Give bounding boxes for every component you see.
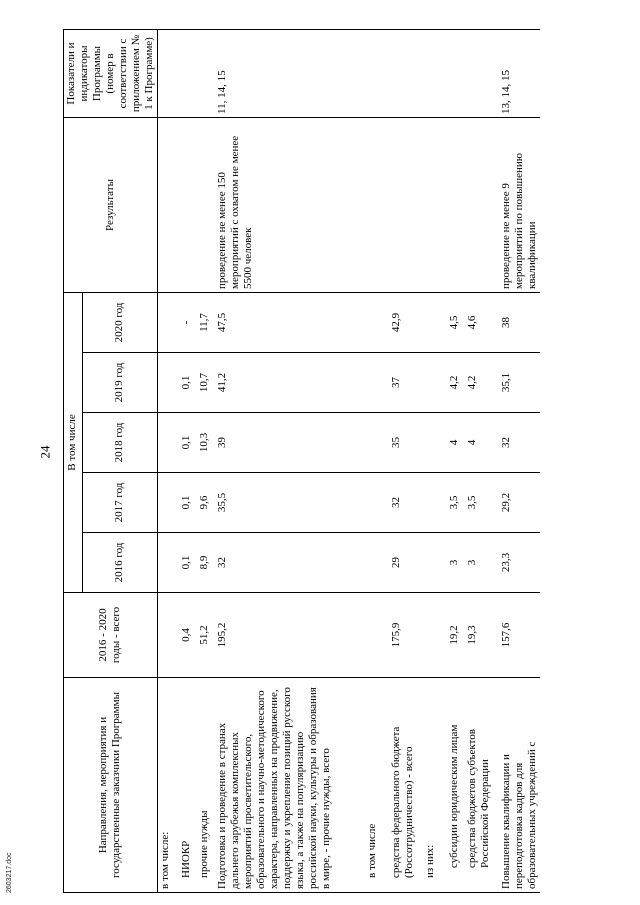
cell-year: 3	[447, 533, 465, 593]
cell-year: 39	[215, 413, 365, 473]
cell-indicators	[197, 30, 215, 118]
cell-year	[365, 293, 389, 353]
cell-year: 35	[389, 413, 423, 473]
cell-indicators: 11, 14, 15	[215, 30, 365, 118]
cell-year: 32	[389, 473, 423, 533]
table-row	[157, 30, 179, 893]
cell-year: 3,5	[465, 473, 499, 533]
table-row	[465, 30, 499, 893]
header-indicators: Показатели и индикаторы Программы (номер в соответствии с приложением № 1 к Программе)	[64, 30, 158, 118]
cell-year: 10,3	[197, 413, 215, 473]
cell-year: 35,5	[215, 473, 365, 533]
cell-total	[157, 593, 179, 678]
cell-year: 37	[389, 353, 423, 413]
cell-year: 3	[465, 533, 499, 593]
header-in-that-number: В том числе	[64, 293, 83, 593]
cell-year: 4	[465, 413, 499, 473]
cell-year: 11,7	[197, 293, 215, 353]
cell-year: 0,1	[179, 353, 197, 413]
cell-year: 0,1	[179, 533, 197, 593]
header-year: 2017 год	[82, 473, 157, 533]
cell-year: 41,2	[215, 353, 365, 413]
cell-indicators	[447, 30, 465, 118]
cell-indicators	[389, 30, 423, 118]
cell-direction: средства бюджетов субъектов Российской Федерации	[465, 678, 499, 893]
cell-year: 4,6	[465, 293, 499, 353]
cell-year: 10,7	[197, 353, 215, 413]
header-year: 2018 год	[82, 413, 157, 473]
doc-id: 2603217.doc	[6, 852, 13, 893]
cell-result	[447, 118, 465, 293]
cell-year: 29	[389, 533, 423, 593]
cell-result: проведение не менее 9 мероприятий по повышению квалификации	[499, 118, 540, 293]
cell-year	[365, 473, 389, 533]
cell-direction: прочие нужды	[197, 678, 215, 893]
cell-year	[423, 533, 447, 593]
cell-year	[157, 353, 179, 413]
cell-year	[157, 413, 179, 473]
header-year: 2020 год	[82, 293, 157, 353]
cell-total: 51,2	[197, 593, 215, 678]
cell-direction: Повышение квалификации и переподготовка кадров для образовательных учреждений с	[499, 678, 540, 893]
cell-result	[423, 118, 447, 293]
cell-total	[423, 593, 447, 678]
cell-indicators: 13, 14, 15	[499, 30, 540, 118]
cell-indicators	[465, 30, 499, 118]
cell-year	[423, 473, 447, 533]
header-year: 2019 год	[82, 353, 157, 413]
cell-year: 23,3	[499, 533, 540, 593]
cell-result	[157, 118, 179, 293]
cell-year: 32	[215, 533, 365, 593]
cell-direction: субсидии юридическим лицам	[447, 678, 465, 893]
table-row	[179, 30, 197, 893]
cell-year	[157, 533, 179, 593]
cell-result	[179, 118, 197, 293]
cell-year	[157, 293, 179, 353]
cell-result	[465, 118, 499, 293]
table-row	[389, 30, 423, 893]
cell-year: 3,5	[447, 473, 465, 533]
cell-year: 35,1	[499, 353, 540, 413]
cell-year	[423, 413, 447, 473]
table-row	[499, 30, 540, 893]
table-row	[423, 30, 447, 893]
cell-year: 42,9	[389, 293, 423, 353]
cell-year	[365, 533, 389, 593]
cell-indicators	[179, 30, 197, 118]
cell-year: -	[179, 293, 197, 353]
cell-year	[365, 353, 389, 413]
cell-total: 19,2	[447, 593, 465, 678]
cell-direction: в том числе	[365, 678, 389, 893]
table-body	[157, 30, 540, 893]
cell-year: 4,2	[447, 353, 465, 413]
cell-year: 38	[499, 293, 540, 353]
cell-total: 19,3	[465, 593, 499, 678]
cell-result: проведение не менее 150 мероприятий с охватом не менее 5500 человек	[215, 118, 365, 293]
table-row	[365, 30, 389, 893]
cell-direction: Подготовка и проведение в странах дальнего зарубежья комплексных мероприятий просветительского, образовательного и научно-методического характера, направленных на продвижение, поддержку и укрепление позиций русского языка, а также на популяризацию российской науки, культуры и образования в мире, - прочие нужды, всего	[215, 678, 365, 893]
cell-year	[423, 353, 447, 413]
cell-indicators	[423, 30, 447, 118]
cell-total: 195,2	[215, 593, 365, 678]
table-row	[447, 30, 465, 893]
cell-year: 29,2	[499, 473, 540, 533]
cell-total	[365, 593, 389, 678]
cell-indicators	[157, 30, 179, 118]
cell-direction: из них:	[423, 678, 447, 893]
header-year: 2016 год	[82, 533, 157, 593]
header-direction: Направления, мероприятия и государственные заказчики Программы	[64, 678, 158, 893]
cell-year: 0,1	[179, 413, 197, 473]
header-total: 2016 - 2020 годы - всего	[64, 593, 158, 678]
cell-year: 0,1	[179, 473, 197, 533]
cell-year: 4,2	[465, 353, 499, 413]
table-row	[197, 30, 215, 893]
cell-direction: в том числе:	[157, 678, 179, 893]
cell-year	[157, 473, 179, 533]
cell-indicators	[365, 30, 389, 118]
header-results: Результаты	[64, 118, 158, 293]
table-row	[215, 30, 365, 893]
cell-total: 157,6	[499, 593, 540, 678]
program-table	[63, 29, 540, 893]
cell-result	[365, 118, 389, 293]
cell-direction: НИОКР	[179, 678, 197, 893]
cell-year	[423, 293, 447, 353]
cell-result	[197, 118, 215, 293]
cell-result	[389, 118, 423, 293]
cell-year: 4	[447, 413, 465, 473]
page-number: 24	[37, 445, 53, 459]
cell-year: 4,5	[447, 293, 465, 353]
cell-total: 175,9	[389, 593, 423, 678]
cell-year: 47,5	[215, 293, 365, 353]
cell-year: 32	[499, 413, 540, 473]
cell-year: 9,6	[197, 473, 215, 533]
cell-year: 8,9	[197, 533, 215, 593]
cell-year	[365, 413, 389, 473]
cell-direction: средства федерального бюджета (Россотрудничество) - всего	[389, 678, 423, 893]
cell-total: 0,4	[179, 593, 197, 678]
